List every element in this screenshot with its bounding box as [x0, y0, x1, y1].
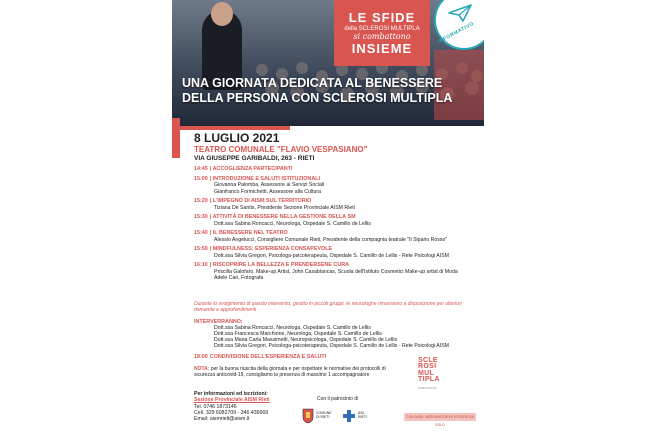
- accent-strip: [172, 118, 180, 158]
- program-time: 16:10: [194, 261, 208, 268]
- program-item: [194, 176, 484, 195]
- speakers-label: INTERVERRANNO:: [194, 319, 243, 325]
- contact-title: Per informazioni ed iscrizioni:: [194, 391, 268, 397]
- event-date: 8 LUGLIO 2021: [194, 131, 280, 145]
- health-cross-icon: [343, 410, 355, 422]
- sign-together: INSIEME: [351, 41, 413, 56]
- hero-photo: [172, 0, 484, 126]
- speakers-list: [214, 325, 482, 349]
- contact-tel: Tel. 0746 1873146: [194, 403, 237, 410]
- event-venue: TEATRO COMUNALE "FLAVIO VESPASIANO": [194, 145, 368, 154]
- sign-tagline: si combattono: [353, 32, 411, 41]
- sclero-line-4: TIPLA: [418, 376, 440, 384]
- program-list: [194, 166, 484, 284]
- sclero-line-2: ROSI: [418, 363, 437, 371]
- closing-time: 18:00: [194, 354, 208, 360]
- program-speaker: Alessio Angelucci, Consigliere Comunale Rieti, Presidente della compagnia teatrale "Il Sipario Rosso": [214, 236, 448, 243]
- asl-line-1: ASL: [358, 411, 365, 415]
- sclero-line-3: MUL: [418, 369, 435, 377]
- program-speaker: Priscilla Galofaro, Make-up Artist, John Casablancas, Scuola dell'Istituto Cosmetici Make-up artist di Moda: [214, 268, 458, 275]
- patronage-label: Con il patrocinio di: [317, 396, 359, 402]
- paper-plane-icon: [448, 4, 472, 22]
- program-time: 14:45: [194, 166, 208, 172]
- closing-item: [194, 354, 326, 360]
- program-item: [194, 230, 484, 243]
- program-item: [194, 198, 484, 211]
- badge-label: INFORMATIVO: [436, 20, 476, 46]
- program-time: 15:50: [194, 245, 208, 252]
- stamp-text: CON AISM, NESSUNO DEVE ESSERE DA SOLO: [406, 415, 474, 427]
- program-title: | IL BENESSERE NEL TEATRO: [209, 229, 288, 236]
- speaker-entry: Dott.ssa Sabina Roncacci, Neurologa, Ospedale S. Camillo de Lellis: [214, 325, 371, 331]
- asl-rieti-logo: [343, 406, 397, 426]
- event-banner-sign: [334, 0, 430, 66]
- program-speaker: Giovanna Palomba, Assessore ai Servizi Sociali: [214, 182, 325, 189]
- program-speaker: Gianfranco Formichetti, Assessore alla Cultura: [214, 188, 321, 195]
- contact-info: [194, 391, 304, 422]
- informativo-badge: [430, 0, 484, 52]
- coat-of-arms-icon: [302, 408, 314, 424]
- covid-note: [194, 366, 404, 378]
- program-title: | ATTIVITÀ DI BENESSERE NELLA GESTIONE DELLA SM: [209, 213, 356, 220]
- asl-line-2: RIETI: [358, 415, 367, 419]
- program-item: [194, 214, 484, 227]
- speaker-head: [211, 2, 233, 26]
- headline-line-1: UNA GIORNATA DEDICATA AL BENESSERE: [182, 76, 443, 90]
- program-time: 15:40: [194, 229, 208, 236]
- comune-line-2: DI RIETI: [316, 415, 330, 419]
- program-title: | L'IMPEGNO DI AISM SUL TERRITORIO: [209, 197, 312, 204]
- discussion-note: Durante lo svolgimento di questo intervento, gestito in piccoli gruppi, le neurologhe rimarranno a disposizione per ulteriori domande e approfondimenti: [194, 301, 462, 313]
- program-title: | ACCOGLIENZA PARTECIPANTI: [209, 166, 293, 172]
- program-speaker: Adele Cari, Fotografa: [214, 274, 264, 281]
- program-title: | MINDFULNESS: ESPERIENZA CONSAPEVOLE: [209, 245, 333, 252]
- program-title: | INTRODUZIONE E SALUTI ISTITUZIONALI: [209, 175, 321, 182]
- sign-title: LE SFIDE: [348, 10, 416, 25]
- program-item: [194, 246, 484, 259]
- speaker-entry: Dott.ssa Silvia Gregori, Psicologa-psicoterapeuta, Ospedale S. Camillo de Lellis - Rete Psicologi AISM: [214, 343, 449, 350]
- program-item: [194, 262, 484, 281]
- program-time: 15:30: [194, 213, 208, 220]
- closing-title: CONDIVISIONE DELL'ESPERIENZA E SALUTI: [209, 354, 327, 360]
- headline-line-2: DELLA PERSONA CON SCLEROSI MULTIPLA: [182, 91, 453, 105]
- sign-subtitle: della SCLEROSI MULTIPLA: [344, 26, 420, 32]
- event-flyer: [172, 0, 484, 437]
- contact-email[interactable]: Email: aismrieti@aism.it: [194, 416, 250, 423]
- program-speaker: Dott.ssa Silvia Gregori, Psicologa-psicoterapeuta, Ospedale S. Camillo de Lellis - Rete Psicologi AISM: [214, 252, 449, 259]
- comune-rieti-logo: [302, 406, 340, 426]
- sclero-line-1: SCLE: [418, 357, 438, 364]
- program-time: 15:00: [194, 175, 208, 182]
- contact-cell: Cell. 329 6082709 - 346 436669: [194, 409, 269, 416]
- aism-slogan-stamp: [404, 413, 476, 427]
- event-address: VIA GIUSEPPE GARIBALDI, 263 - RIETI: [194, 155, 315, 162]
- contact-section-link[interactable]: Sezione Provinciale AISM Rieti: [194, 397, 270, 404]
- program-speaker: Dott.ssa Sabina Roncacci, Neurologa, Ospedale S. Camillo de Lellis: [214, 220, 371, 227]
- program-speaker: Tiziana De Santis, Presidente Sezione Provinciale AISM Rieti: [214, 204, 355, 211]
- program-time: 15:20: [194, 197, 208, 204]
- sclero-sub: AISM ONLUS: [418, 385, 437, 390]
- speaker-entry: Dott.ssa Francesca Marchione, Neurologa, Ospedale S. Camillo de Lellis: [214, 331, 382, 338]
- comune-line-1: COMUNE: [316, 411, 332, 415]
- covid-note-label: NOTA:: [194, 366, 210, 372]
- headline: [182, 76, 482, 106]
- sclerosi-multipla-logo: [418, 358, 468, 410]
- accent-strip-horizontal: [180, 126, 290, 130]
- program-item: [194, 166, 484, 173]
- program-title: | RISCOPRIRE LA BELLEZZA E PRENDERSENE CURA: [209, 261, 349, 268]
- covid-note-text: per la buona riuscita della giornata e per rispettare le normative dei protocolli di sicurezza anticovid-19, consigliamo la presenza di massimo 1 accompagnatore: [194, 366, 386, 378]
- speaker-entry: Dott.ssa Maria Carla Massimetti, Neuropsicologa, Ospedale S. Camillo de Lellis: [214, 337, 398, 344]
